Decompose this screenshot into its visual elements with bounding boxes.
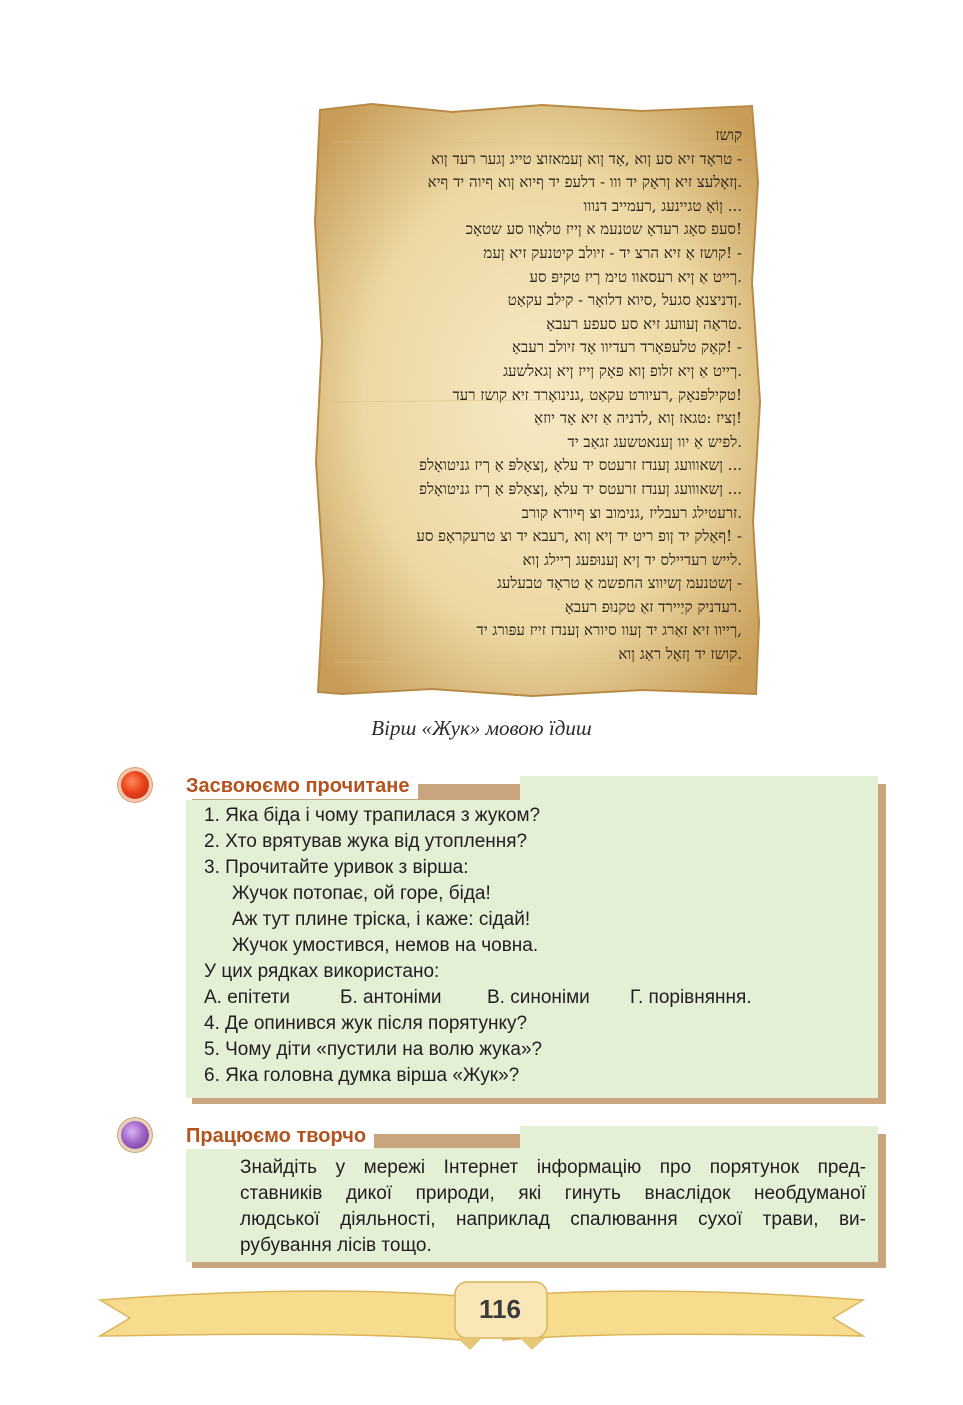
option-c: В. синоніми [487,987,590,1008]
question-4: 4. Де опинився жук після порятунку? [204,1013,528,1034]
question-3-prompt: У цих рядках використано: [204,961,440,982]
scroll-line: .זרעטילג רעבליז ,גנימוב וצ ףיורא קורב [521,503,742,522]
question-3: 3. Прочитайте уривок з вірша: [204,857,469,878]
scroll-line: - טראָד זיא סע ןוא ,אָד ןוא ןעמאזוצ טייג ןגער רעד ןוא [431,149,742,168]
scroll-line: ... ןשאווועג ןענדז זרעטס יד עלאָ ,ןצאָלפּ אַ ךיז גניטואָלפ [419,479,742,498]
quote-line-3: Жучок умостився, немов на човна. [232,935,539,956]
scroll-line: ... ןוֹאָ טגיינעג ,רעמייב דנווו [583,196,742,215]
red-bullet-icon [121,771,149,799]
question-1: 1. Яка біда і чому трапилася з жуком? [204,805,541,826]
option-b: Б. антоніми [340,987,442,1008]
scroll-line: - !ףאָלק יד ןופ ריט יד ןיא ןוא ,רעבא יד וצ טרעקראָפ סע [416,527,742,546]
scroll-line: - !קאָק טלעפּאָרד רעדיוו אָד זיולב רעבאָ [512,338,742,357]
quote-line-2: Аж тут плине тріска, і каже: сідай! [232,909,531,930]
page-number: 116 [479,1294,521,1324]
task-line-2: ставників дикої природи, які гинуть внаслідок необдуманої [240,1183,866,1204]
scroll-line: .לייש רעדיילס יד ןיא ןענוּפעג ךיילג ןוא [522,550,742,569]
scroll-line: .לפיש אַ יוו ןענאטשעג זגאַב יד [567,432,742,451]
option-d: Г. порівняння. [630,987,752,1008]
task-line-1: Знайдіть у мережі Інтернет інформацію про порятунок пред- [240,1157,866,1178]
scroll-line: .ךייט אַ ןיא זלופ ןוא פּאָק ןייז ןיא ןגאלשעג [503,361,742,380]
scroll-line: - ןשטנעמ ןשיווצ החפשמ אַ טראָד טבעלעג [496,574,742,593]
section2-tab [520,1126,878,1150]
question-5: 5. Чому діти «пустили на волю жука»? [204,1039,543,1060]
task-line-4: рубування лісів тощо. [240,1235,432,1256]
scroll-line: .ךייט אַ ןיא רעסאוו טימ ךיז טקיפּ סע [529,267,742,286]
question-2: 2. Хто врятував жука від утоплення? [204,831,528,852]
section1-title: Засвоюємо прочитане [186,773,418,799]
scroll-line: .טראַה ןעוועג זיא סע סעפע רעבאָ [546,314,742,333]
task-line-3: людської діяльності, наприклад спалювання сухої трави, ви- [240,1209,866,1230]
scroll-line: .ןדניצנאָ סגעל ,סיוא דלואָר - קילב עקאַט [507,291,742,310]
yiddish-text-block [342,124,742,667]
purple-bullet-icon [121,1121,149,1149]
quote-line-1: Жучок потопає, ой горе, біда! [232,883,491,904]
image-caption: Вірш «Жук» мовою їдиш [371,716,592,740]
scroll-line: !סעפ סאָג רעדאָ שטנעמ א ןייז טלאָוו סע שטאָכ [465,220,742,239]
scroll-line: .ןזאָלעצ זיא ןראָק יד ווו - דלעפ יד ףיוא ןוא ףיוה יד ףיא [427,173,742,192]
option-a: А. епітети [204,987,291,1008]
question-6: 6. Яка головна думка вірша «Жук»? [204,1065,520,1086]
scroll-line: .רעדניק קיַיירד זאַ טקנוּפ רעבאָ [564,597,742,616]
scroll-line: קושז [715,126,742,144]
scroll-line: ,ךייוו זיא זאַרג יד ןעוו סיורא ןענדז זייז עפּורג יד [476,621,742,640]
scroll-line: ... ןשאווועג ןענדז זרעטס יד עלאָ ,ןצאָלפּ אַ ךיז גניטואָלפ [419,456,742,475]
scroll-line: - !קושז אַ זיא הרצ יד - זיולב קיטנעק זיא ןעמ [483,243,742,262]
scroll-line: .קושז יד ןזאָל ראַג ןוא [618,645,742,664]
section1-tab [520,776,878,802]
section2-title: Працюємо творчо [186,1123,374,1149]
scroll-line: !ןציז :טגאז ןוא ,לדניה אַ זיא אָד יוזאַ [534,409,742,428]
scroll-line: !טקילפּנאָק ,רעיורט עקאַט ,גנינואָרד זיא קושז רעד [452,385,742,404]
yiddish-poem-scroll [312,102,764,698]
